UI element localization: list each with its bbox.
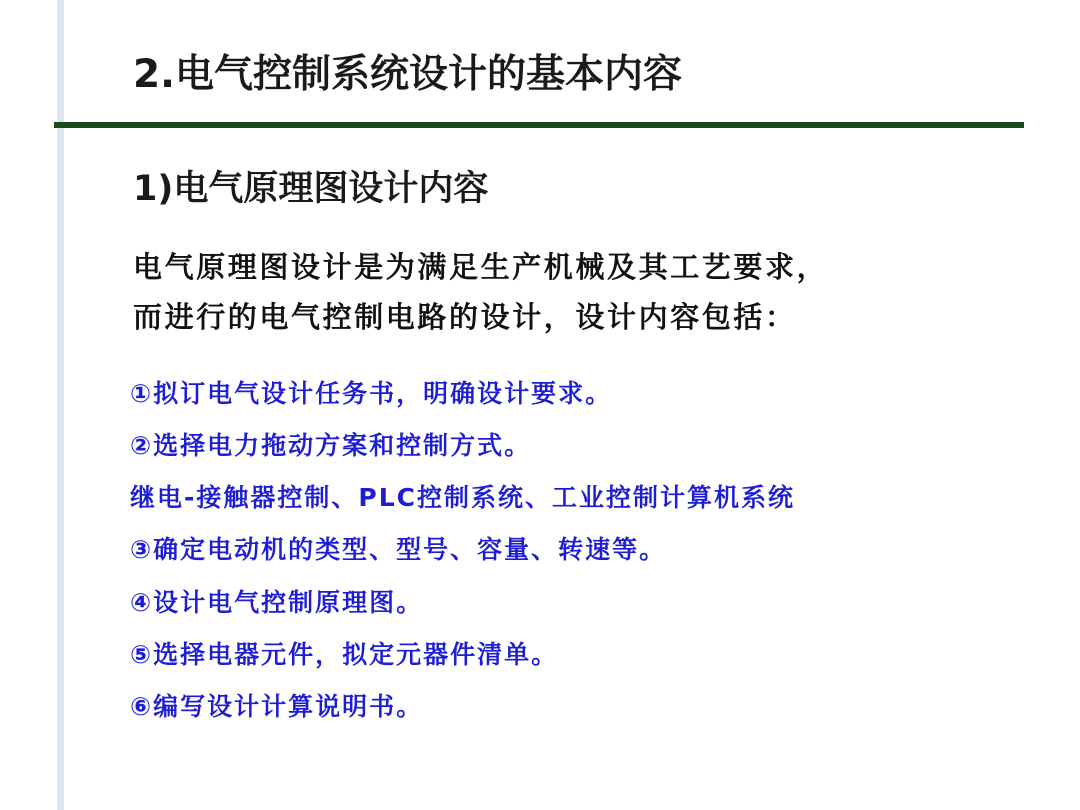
list-item-motor-selection: ③确定电动机的类型、型号、容量、转速等。 xyxy=(130,535,667,564)
title-divider xyxy=(54,122,1024,128)
list-item-component-selection: ⑤选择电器元件，拟定元器件清单。 xyxy=(130,640,559,669)
slide-title: 2.电气控制系统设计的基本内容 xyxy=(133,52,682,97)
list-item-schematic-design: ④设计电气控制原理图。 xyxy=(130,588,424,617)
list-item-control-types: 继电-接触器控制、PLC控制系统、工业控制计算机系统 xyxy=(130,483,795,512)
intro-line-1: 电气原理图设计是为满足生产机械及其工艺要求， xyxy=(133,250,829,284)
intro-line-2: 而进行的电气控制电路的设计，设计内容包括： xyxy=(133,300,797,334)
section-heading: 1)电气原理图设计内容 xyxy=(133,169,489,209)
list-item-task-book: ①拟订电气设计任务书，明确设计要求。 xyxy=(130,379,613,408)
list-item-drive-scheme: ②选择电力拖动方案和控制方式。 xyxy=(130,431,532,460)
list-item-calculation-manual: ⑥编写设计计算说明书。 xyxy=(130,692,424,721)
